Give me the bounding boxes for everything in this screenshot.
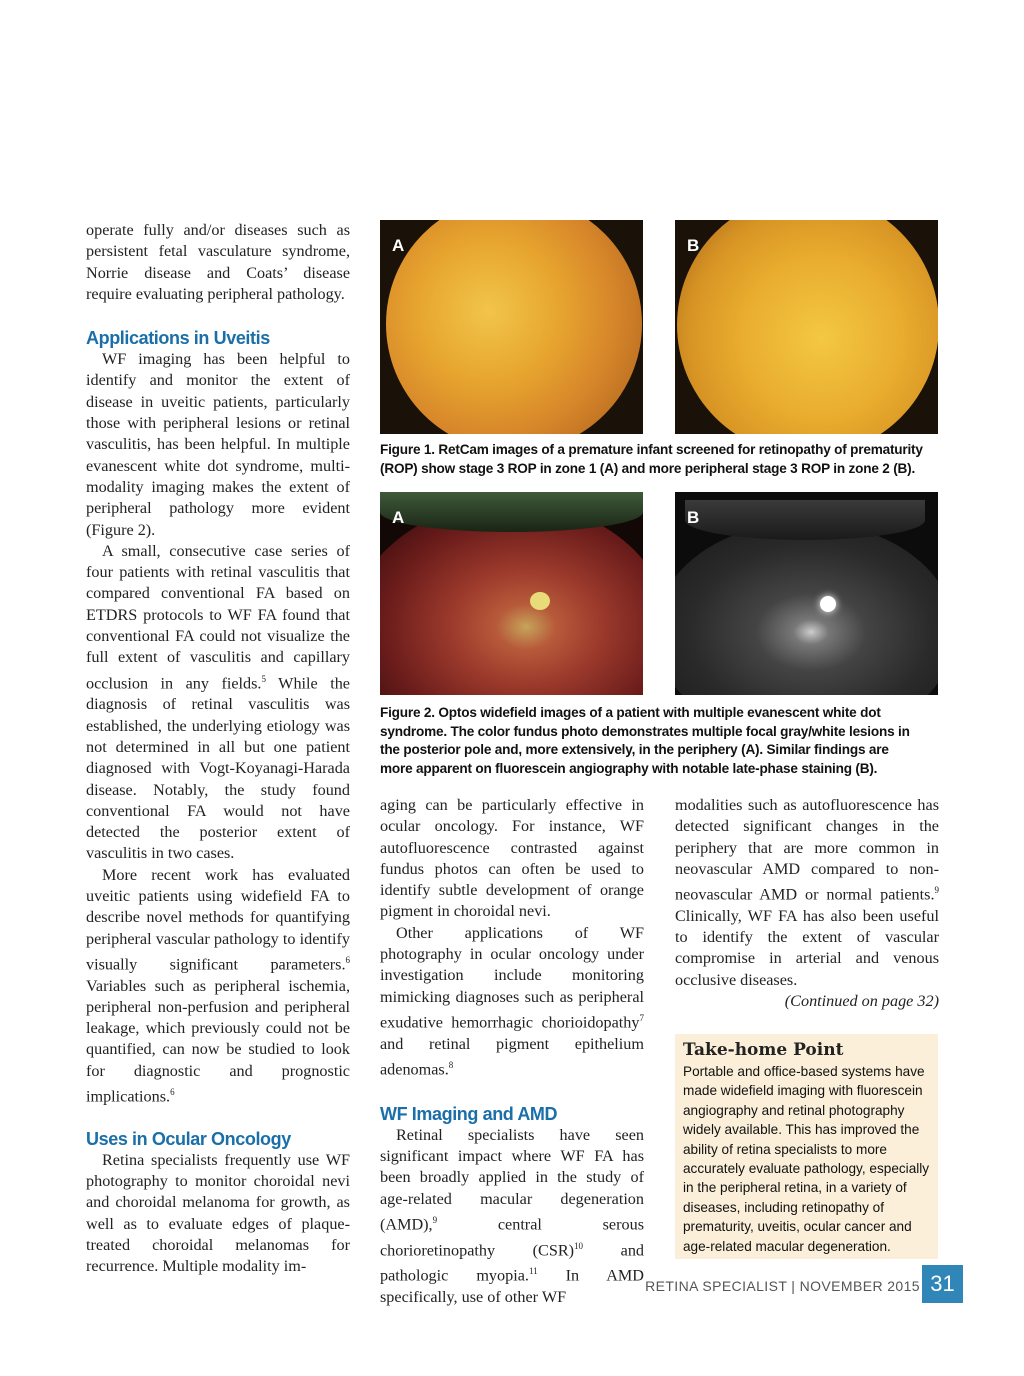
text-segment: modalities such as autofluorescence has detected significant changes in the periphery that are more common in neovascular AMD compared to non-neovascular AMD or normal patients. xyxy=(675,796,939,904)
column-2 xyxy=(380,795,644,1308)
figure-label-a: A xyxy=(392,236,405,255)
paragraph-oncology-2 xyxy=(380,923,644,1081)
angiography-image xyxy=(675,522,938,695)
text-segment: Variables such as peripheral ischemia, peripheral non-perfusion and peripheral leakage, which previously could not be quantified, can now be studied to look for diagnostic and prognostic implications. xyxy=(86,976,350,1106)
reference-9: 9 xyxy=(934,885,939,896)
text-segment: and retinal pigment epithelium adenomas. xyxy=(380,1034,644,1079)
paragraph-oncology-cont: aging can be particularly effective in ocular oncology. For instance, WF autofluorescence contrasted against fundus photos can often be used to identify subtle development of orange pigment in choroidal nevi. xyxy=(380,796,644,921)
paragraph-uveitis-1: WF imaging has been helpful to identify and monitor the extent of disease in uveitic patients, particularly those with peripheral lesions or retinal vasculitis, has been helpful. In multiple evanescent white dot syndrome, multi-modality imaging makes the extent of peripheral pathology more evident (Figure 2). xyxy=(86,350,350,539)
take-home-title: Take-home Point xyxy=(683,1040,844,1060)
reference-7: 7 xyxy=(639,1012,644,1023)
reference-5: 5 xyxy=(261,673,266,684)
continued-on-page: (Continued on page 32) xyxy=(784,992,939,1011)
paragraph-uveitis-3 xyxy=(86,865,350,1108)
page-number: 31 xyxy=(922,1265,963,1303)
fundus-image xyxy=(677,220,938,434)
reference-6: 6 xyxy=(345,954,350,965)
paragraph-oncology-1: Retina specialists frequently use WF photography to monitor choroidal nevi and choroidal melanoma for growth, as well as to evaluate edges of plaque-treated choroidal melanomas for recurrence. Multiple modality im- xyxy=(86,1150,350,1276)
reference-11: 11 xyxy=(528,1266,538,1277)
optic-disc xyxy=(530,592,550,610)
figure-1a-retcam-image xyxy=(380,220,643,434)
paragraph-uveitis-2 xyxy=(86,541,350,865)
figure-1-caption: Figure 1. RetCam images of a premature infant screened for retinopathy of prematurity (ROP) show stage 3 ROP in zone 1 (A) and more peripheral stage 3 ROP in zone 2 (B). xyxy=(380,442,923,476)
optic-disc xyxy=(820,596,836,612)
footer-publication: RETINA SPECIALIST | NOVEMBER 2015 xyxy=(645,1278,920,1294)
text-segment: While the diagnosis of retinal vasculitis was established, the underlying etiology was not determined in all but one patient diagnosed with Vogt-Koyanagi-Harada disease. Notably, the study found conventional FA would not have detected the posterior extent of vasculitis in two cases. xyxy=(86,674,350,863)
text-segment: and pathologic myopia. xyxy=(380,1240,645,1285)
eyelash-shadow xyxy=(380,492,643,532)
figure-label-b: B xyxy=(687,236,700,255)
figure-label-a: A xyxy=(392,508,405,527)
column-1 xyxy=(86,220,350,1278)
text-segment: Retinal specialists have seen significant impact where WF FA has been broadly applied in the study of age-related macular degeneration (AMD), xyxy=(380,1125,644,1234)
take-home-text: Portable and office-based systems have made widefield imaging with fluorescein angiography and retinal photography widely available. This has improved the ability of retina specialists to more accurately evaluate pathology, especially in the peripheral retina, in a variety of diseases, including retinopathy of prematurity, uveitis, ocular cancer and age-related macular degeneration. xyxy=(683,1064,930,1254)
text-segment: In AMD specifically, use of other WF xyxy=(380,1266,644,1306)
heading-applications-uveitis: Applications in Uveitis xyxy=(86,328,270,349)
take-home-point-box xyxy=(675,1034,938,1259)
paragraph-amd-cont xyxy=(675,795,939,991)
text-segment: More recent work has evaluated uveitic patients using widefield FA to describe novel methods for quantifying peripheral vascular pathology to identify visually significant parameters. xyxy=(86,865,350,974)
fundus-image xyxy=(386,220,642,434)
text-segment: Other applications of WF photography in ocular oncology under investigation include monitoring mimicking diagnoses such as peripheral exudative hemorrhagic chorioidopathy xyxy=(380,923,644,1032)
paragraph-intro: operate fully and/or diseases such as persistent fetal vasculature syndrome, Norrie disease and Coats’ disease require evaluating peripheral pathology. xyxy=(86,221,350,303)
text-segment: Clinically, WF FA has also been useful to identify the extent of vascular compromise in arterial and venous occlusive diseases. xyxy=(675,906,939,989)
heading-ocular-oncology: Uses in Ocular Oncology xyxy=(86,1128,291,1149)
reference-9: 9 xyxy=(432,1214,438,1225)
figure-2a-optos-color-image xyxy=(380,492,643,695)
column-3 xyxy=(675,795,939,1012)
text-segment: A small, consecutive case series of four patients with retinal vasculitis that compared conventional FA based on ETDRS protocols to WF FA found that conventional FA could not visualize the full extent of vasculitis and capillary occlusion in any fields. xyxy=(86,541,350,693)
figure-1b-retcam-image xyxy=(675,220,938,434)
heading-wf-imaging-amd: WF Imaging and AMD xyxy=(380,1103,558,1124)
figure-2-caption: Figure 2. Optos widefield images of a patient with multiple evanescent white dot syndrome. The color fundus photo demonstrates multiple focal gray/white lesions in the posterior pole and, more extensively, in the periphery (A). Similar findings are more apparent on fluorescein angiography with notable late-phase staining (B). xyxy=(380,705,910,776)
eyelash-shadow xyxy=(685,500,925,540)
text-segment: central serous chorioretinopathy (CSR) xyxy=(380,1215,644,1259)
reference-10: 10 xyxy=(574,1240,584,1251)
reference-8: 8 xyxy=(448,1059,454,1070)
reference-6: 6 xyxy=(170,1087,175,1098)
figure-label-b: B xyxy=(687,508,700,527)
figure-2b-optos-angiography-image xyxy=(675,492,938,695)
